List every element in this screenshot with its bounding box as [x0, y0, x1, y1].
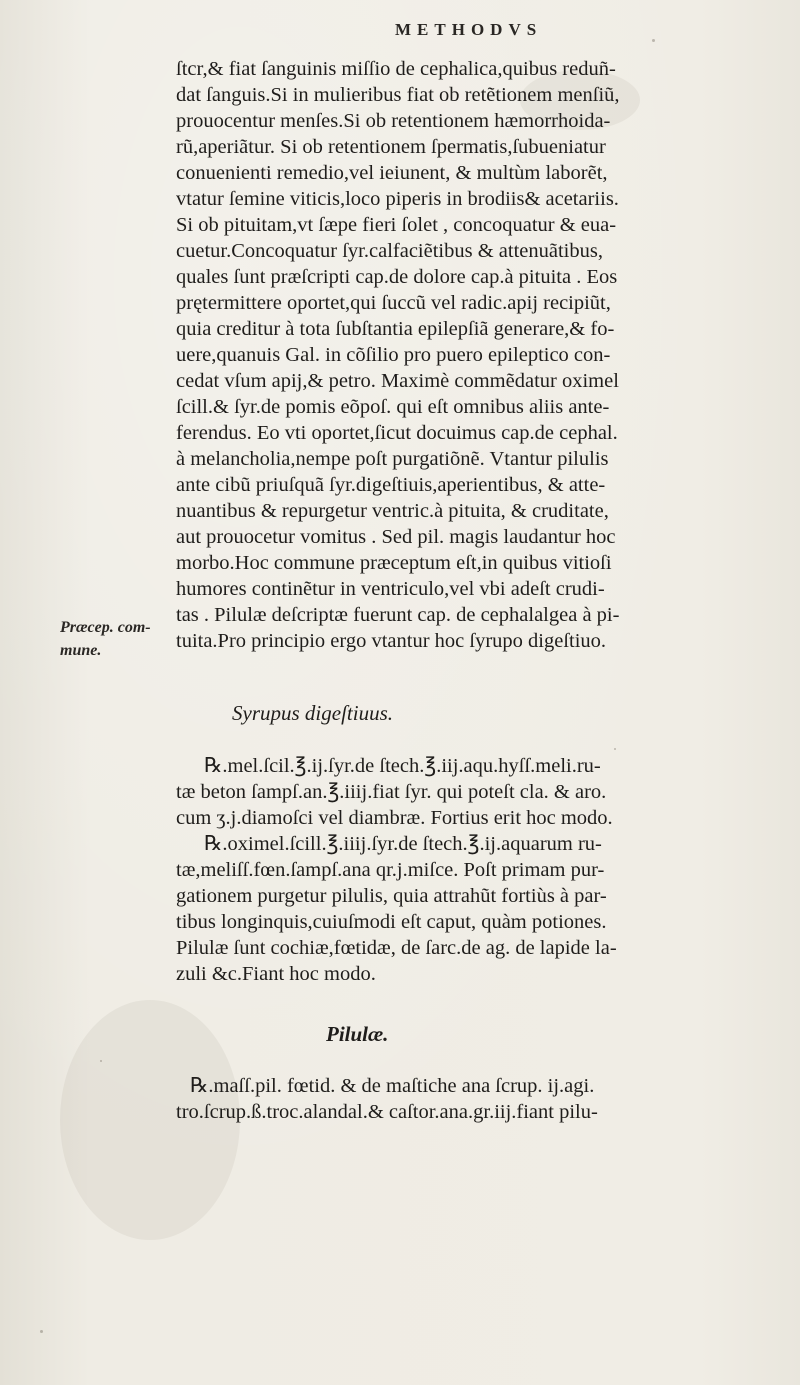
section-heading-pilulae: Pilulæ. — [326, 1022, 389, 1046]
text-line: tæ,meliſſ.fœn.ſampſ.ana qr.j.miſce. Poſt primam pur- — [176, 859, 605, 881]
text-line: cum ʒ.j.diamoſci vel diambræ. Fortius erit hoc modo. — [176, 807, 613, 829]
text-line: uere,quanuis Gal. in cõſilio pro puero epileptico con- — [176, 344, 611, 366]
text-line: nuantibus & repurgetur ventric.à pituita, & cruditate, — [176, 500, 609, 522]
text-line: cuetur.Concoquatur ſyr.calfaciẽtibus & attenuãtibus, — [176, 240, 603, 262]
text-line: ℞.mel.ſcil.℥.ij.ſyr.de ſtech.℥.iij.aqu.hyſſ.meli.ru- — [204, 755, 601, 777]
text-line: morbo.Hoc commune præceptum eſt,in quibus vitioſi — [176, 552, 612, 574]
text-line: ſtcr,& fiat ſanguinis miſſio de cephalica,quibus reduñ- — [176, 58, 616, 80]
text-line: ℞.oximel.ſcill.℥.iiij.ſyr.de ſtech.℥.ij.aquarum ru- — [204, 833, 602, 855]
paper-speck — [652, 39, 655, 42]
text-line: quia creditur à tota ſubſtantia epilepſiã generare,& fo- — [176, 318, 615, 340]
text-line: quales ſunt præſcripti cap.de dolore cap.à pituita . Eos — [176, 266, 618, 288]
margin-note-line-1: Præcep. com- — [60, 619, 151, 636]
text-line: tro.ſcrup.ß.troc.alandal.& caſtor.ana.gr.iij.fiant pilu- — [176, 1101, 598, 1123]
text-line: cedat vſum apij,& petro. Maximè commẽdatur oximel — [176, 370, 619, 392]
text-line: ante cibũ priuſquã ſyr.digeſtiuis,aperientibus, & atte- — [176, 474, 606, 496]
text-line: dat ſanguis.Si in mulieribus fiat ob retẽtionem menſiũ, — [176, 84, 620, 106]
text-line: ℞.maſſ.pil. fœtid. & de maſtiche ana ſcrup. ij.agi. — [190, 1075, 595, 1097]
text-line: humores continẽtur in ventriculo,vel vbi adeſt crudi- — [176, 578, 605, 600]
text-line: Pilulæ ſunt cochiæ,fœtidæ, de ſarc.de ag. de lapide la- — [176, 937, 617, 959]
text-line: gationem purgetur pilulis, quia attrahũt fortiùs à par- — [176, 885, 607, 907]
text-line: prouocentur menſes.Si ob retentionem hæmorrhoida- — [176, 110, 611, 132]
text-line: tæ beton ſampſ.an.℥.iiij.fiat ſyr. qui poteſt cla. & aro. — [176, 781, 607, 803]
text-line: vtatur ſemine viticis,loco piperis in brodiis& acetariis. — [176, 188, 619, 210]
text-line: tas . Pilulæ deſcriptæ fuerunt cap. de cephalalgea à pi- — [176, 604, 620, 626]
text-line: Si ob pituitam,vt ſæpe fieri ſolet , concoquatur & eua- — [176, 214, 617, 236]
text-line: zuli &c.Fiant hoc modo. — [176, 963, 376, 985]
text-line: tibus longinquis,cuiuſmodi eſt caput, quàm potiones. — [176, 911, 607, 933]
section-heading-syrupus: Syrupus digeſtiuus. — [232, 701, 393, 725]
running-head: METHODVS — [395, 20, 543, 39]
paper-speck — [100, 1060, 102, 1062]
text-line: tuita.Pro principio ergo vtantur hoc ſyrupo digeſtiuo. — [176, 630, 607, 652]
text-line: prętermittere oportet,qui ſuccũ vel radic.apij recipiũt, — [176, 292, 611, 314]
text-line: ſcill.& ſyr.de pomis eõpoſ. qui eſt omnibus aliis ante- — [176, 396, 610, 418]
text-line: ferendus. Eo vti oportet,ſicut docuimus cap.de cephal. — [176, 422, 618, 444]
paper-speck — [40, 1330, 43, 1333]
text-line: rũ,aperiãtur. Si ob retentionem ſpermatis,ſubueniatur — [176, 136, 606, 158]
text-line: à melancholia,nempe poſt purgatiõnẽ. Vtantur pilulis — [176, 448, 609, 470]
text-line: conuenienti remedio,vel ieiunent, & multùm laborẽt, — [176, 162, 608, 184]
margin-note-line-2: mune. — [60, 642, 102, 659]
paper-speck — [614, 748, 616, 750]
text-line: aut prouocetur vomitus . Sed pil. magis laudantur hoc — [176, 526, 616, 548]
